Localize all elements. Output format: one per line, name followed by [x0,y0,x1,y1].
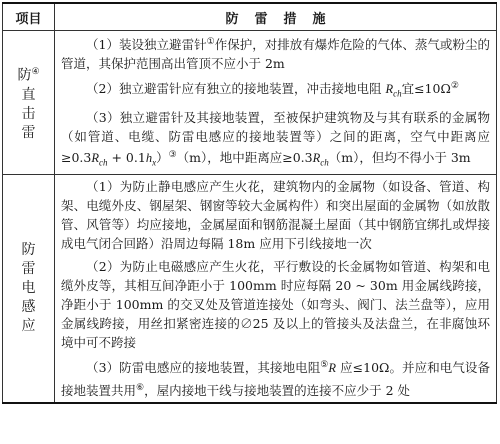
header-item: 项目 [3,3,55,31]
symbol-resistance: R [328,361,337,376]
measure-paragraph: （3）防雷电感应的接地装置，其接地电阻⑤R 应≤10Ω。并应和电气设备接地装置共用⑥，屋内接地干线与接地装置的连接不应少于 2 处 [61,360,490,398]
category-char: 击 [21,105,36,122]
category-char: 雷 [21,261,36,278]
symbol-resistance: $R_{ch}$ [91,150,108,168]
measure-paragraph: （2）为防止电磁感应产生火花，平行敷设的长金属物如管道、构架和电缆外皮等，其相互间净距小于 100mm 时应每隔 20 ~ 30m 用金属线跨接，净距小于 100mm 的交叉处及管道连接处（如弯头、阀门、法兰盘等），应用金属线跨接，用丝扣紧密连接的∅25 及以上的管接头及法盘兰，在非腐蚀环境中可不跨接 [61,259,490,351]
measure-paragraph: （2）独立避雷针应有独立的接地装置，冲击接地电阻 $R_{ch}$宜≤10Ω② [86,81,459,99]
category-char: 防 [17,67,32,84]
category-char: 应 [21,318,36,335]
category-char: 防 [21,242,36,259]
category-char: 感 [21,299,36,316]
footnote-marker: ② [450,81,459,92]
footnote-marker: ⑥ [136,382,145,393]
category-lightning-induction [3,175,55,403]
category-direct-lightning [3,31,55,175]
category-char: 直 [21,86,36,103]
category-char: 电 [21,280,36,297]
table-row [3,175,497,403]
measure-paragraph: （1）为防止静电感应产生火花，建筑物内的金属物（如设备、管道、构架、电缆外皮、钢屋架、钢窗等较大金属构件）和突出屋面的金属物（如放散管、风管等）均应接地，金属屋面和钢筋混凝土屋面（其中钢筋宜绑扎或焊接成电气闭合回路）沿周边每隔 18m 应用下引线接地一次 [61,179,490,252]
measure-paragraph: （1）装设独立避雷针①作保护，对排放有爆炸危险的气体、蒸气或粉尘的管道，其保护范围高出管顶不应小于 2m [61,37,490,72]
footnote-marker: ① [206,37,215,47]
measure-paragraph: （3）独立避雷针及其接地装置，至被保护建筑物及与其有联系的金属物（如管道、电缆、防雷电感应的接地装置等）之间的距离，空气中距离应$\ge 0.3R_{ch} + 0.1h_x)^③(m)$，地中距离应$\ge 0.3R_{ch}(m)$，但均不得小于 3m [61,109,490,168]
category-char: 雷 [21,124,36,141]
header-measure: 防雷措施 [55,3,497,31]
measures-direct-lightning [55,31,497,175]
footnote-marker: ⑤ [320,360,329,371]
measures-lightning-induction [55,175,497,403]
table-row [3,31,497,175]
lightning-protection-table [2,2,497,404]
footnote-marker: ④ [31,66,40,77]
symbol-resistance: $R_{ch}$ [312,150,329,168]
table-header-row [3,3,497,31]
symbol-resistance: $R_{ch}$ [385,82,402,99]
symbol-height: $h_x$ [145,150,157,168]
footnote-marker: ③ [168,149,177,160]
